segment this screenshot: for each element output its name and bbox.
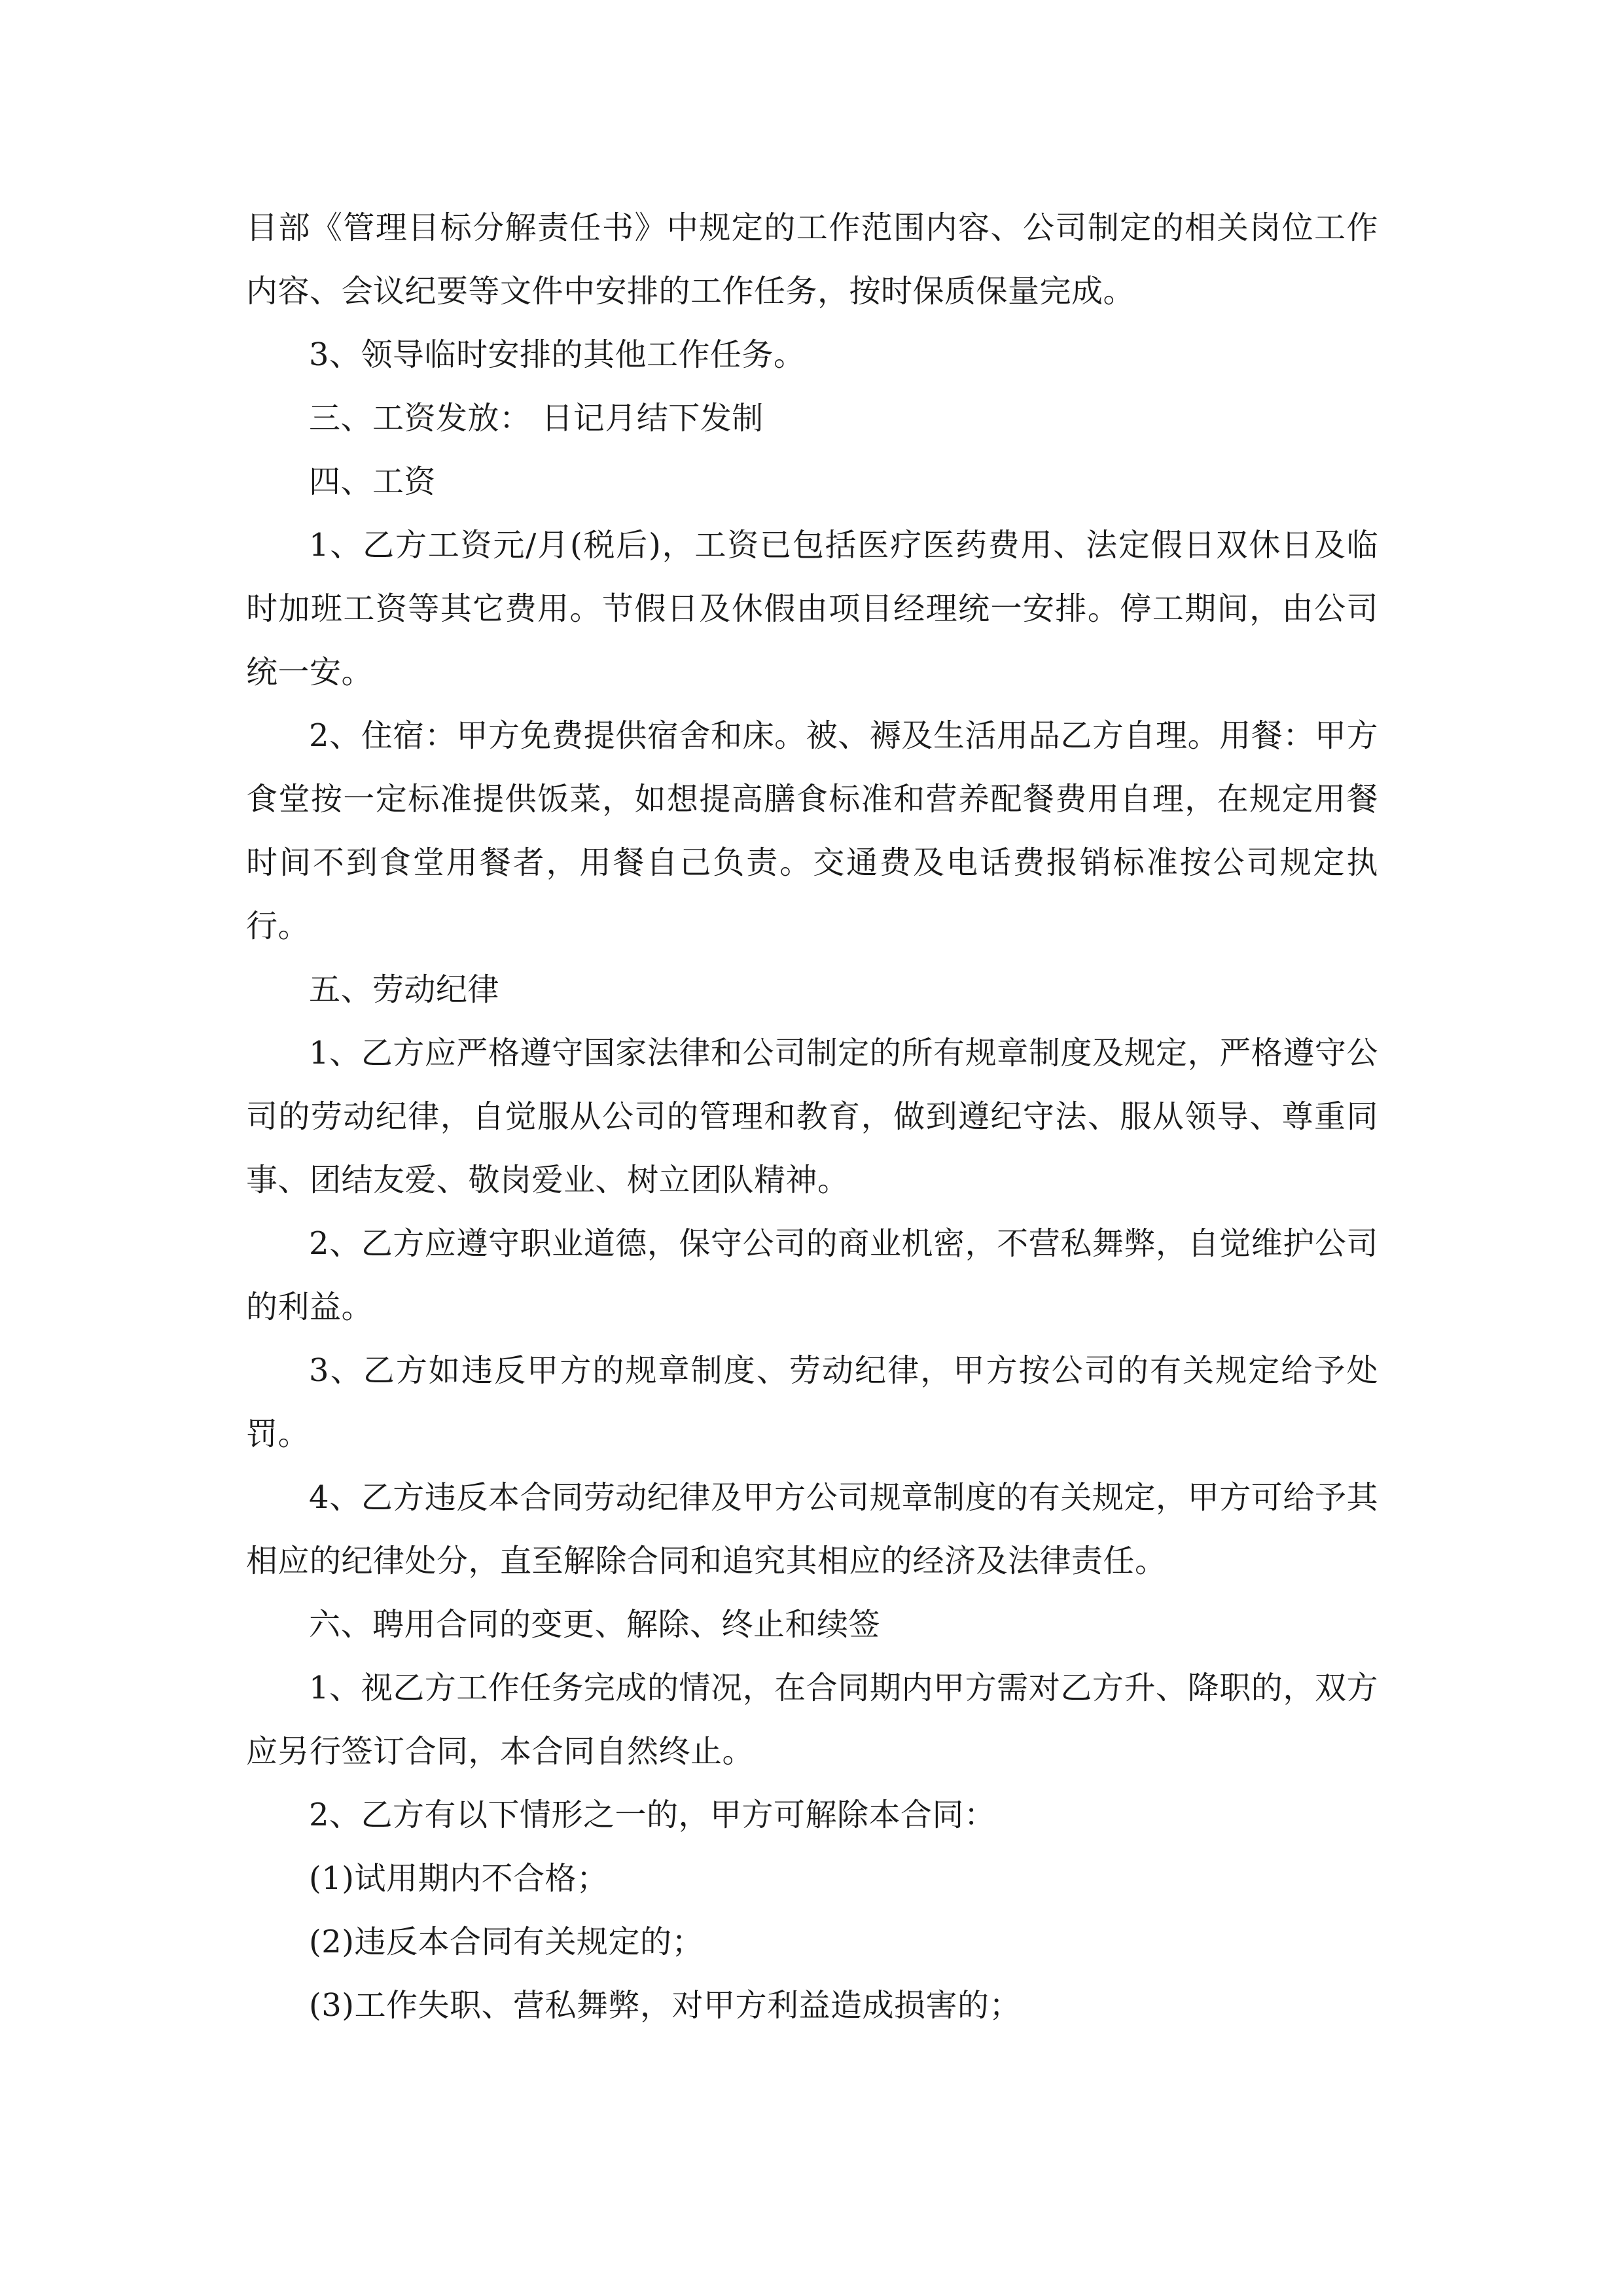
paragraph-contract-2: 2、乙方有以下情形之一的，甲方可解除本合同： <box>309 1797 996 1833</box>
paragraph-salary-1: 1、乙方工资元/月(税后)，工资已包括医疗医药费用、法定假日双休日及临时加班工资等其它费用。节假日及休假由项目经理统一安排。停工期间，由公司统一安。 <box>246 527 1378 691</box>
paragraph-discipline-3: 3、乙方如违反甲方的规章制度、劳动纪律，甲方按公司的有关规定给予处罚。 <box>246 1352 1378 1452</box>
section-heading-salary-payment: 三、工资发放： 日记月结下发制 <box>309 400 764 437</box>
paragraph-discipline-1: 1、乙方应严格遵守国家法律和公司制定的所有规章制度及规定，严格遵守公司的劳动纪律，自觉服从公司的管理和教育，做到遵纪守法、服从领导、尊重同事、团结友爱、敬岗爱业、树立团队精神。 <box>246 1035 1378 1198</box>
section-heading-salary: 四、工资 <box>309 463 437 500</box>
paragraph-continuation: 目部《管理目标分解责任书》中规定的工作范围内容、公司制定的相关岗位工作内容、会议纪要等文件中安排的工作任务，按时保质保量完成。 <box>246 209 1378 310</box>
section-heading-labor-discipline: 五、劳动纪律 <box>309 971 500 1008</box>
list-item-3: (3)工作失职、营私舞弊，对甲方利益造成损害的； <box>309 1987 1021 2024</box>
document-body <box>246 196 1378 2037</box>
paragraph-salary-2: 2、住宿：甲方免费提供宿舍和床。被、褥及生活用品乙方自理。用餐：甲方食堂按一定标准提供饭菜，如想提高膳食标准和营养配餐费用自理，在规定用餐时间不到食堂用餐者，用餐自己负责。交通费及电话费报销标准按公司规定执行。 <box>246 717 1378 944</box>
paragraph-discipline-2: 2、乙方应遵守职业道德，保守公司的商业机密，不营私舞弊，自觉维护公司的利益。 <box>246 1225 1378 1325</box>
section-heading-contract-changes: 六、聘用合同的变更、解除、终止和续签 <box>309 1606 881 1643</box>
paragraph-contract-1: 1、视乙方工作任务完成的情况，在合同期内甲方需对乙方升、降职的，双方应另行签订合同，本合同自然终止。 <box>246 1670 1378 1770</box>
list-item-2: (2)违反本合同有关规定的； <box>309 1924 704 1960</box>
list-item-1: (1)试用期内不合格； <box>309 1860 609 1897</box>
paragraph-discipline-4: 4、乙方违反本合同劳动纪律及甲方公司规章制度的有关规定，甲方可给予其相应的纪律处分，直至解除合同和追究其相应的经济及法律责任。 <box>246 1479 1378 1579</box>
paragraph-item-3: 3、领导临时安排的其他工作任务。 <box>309 336 806 373</box>
